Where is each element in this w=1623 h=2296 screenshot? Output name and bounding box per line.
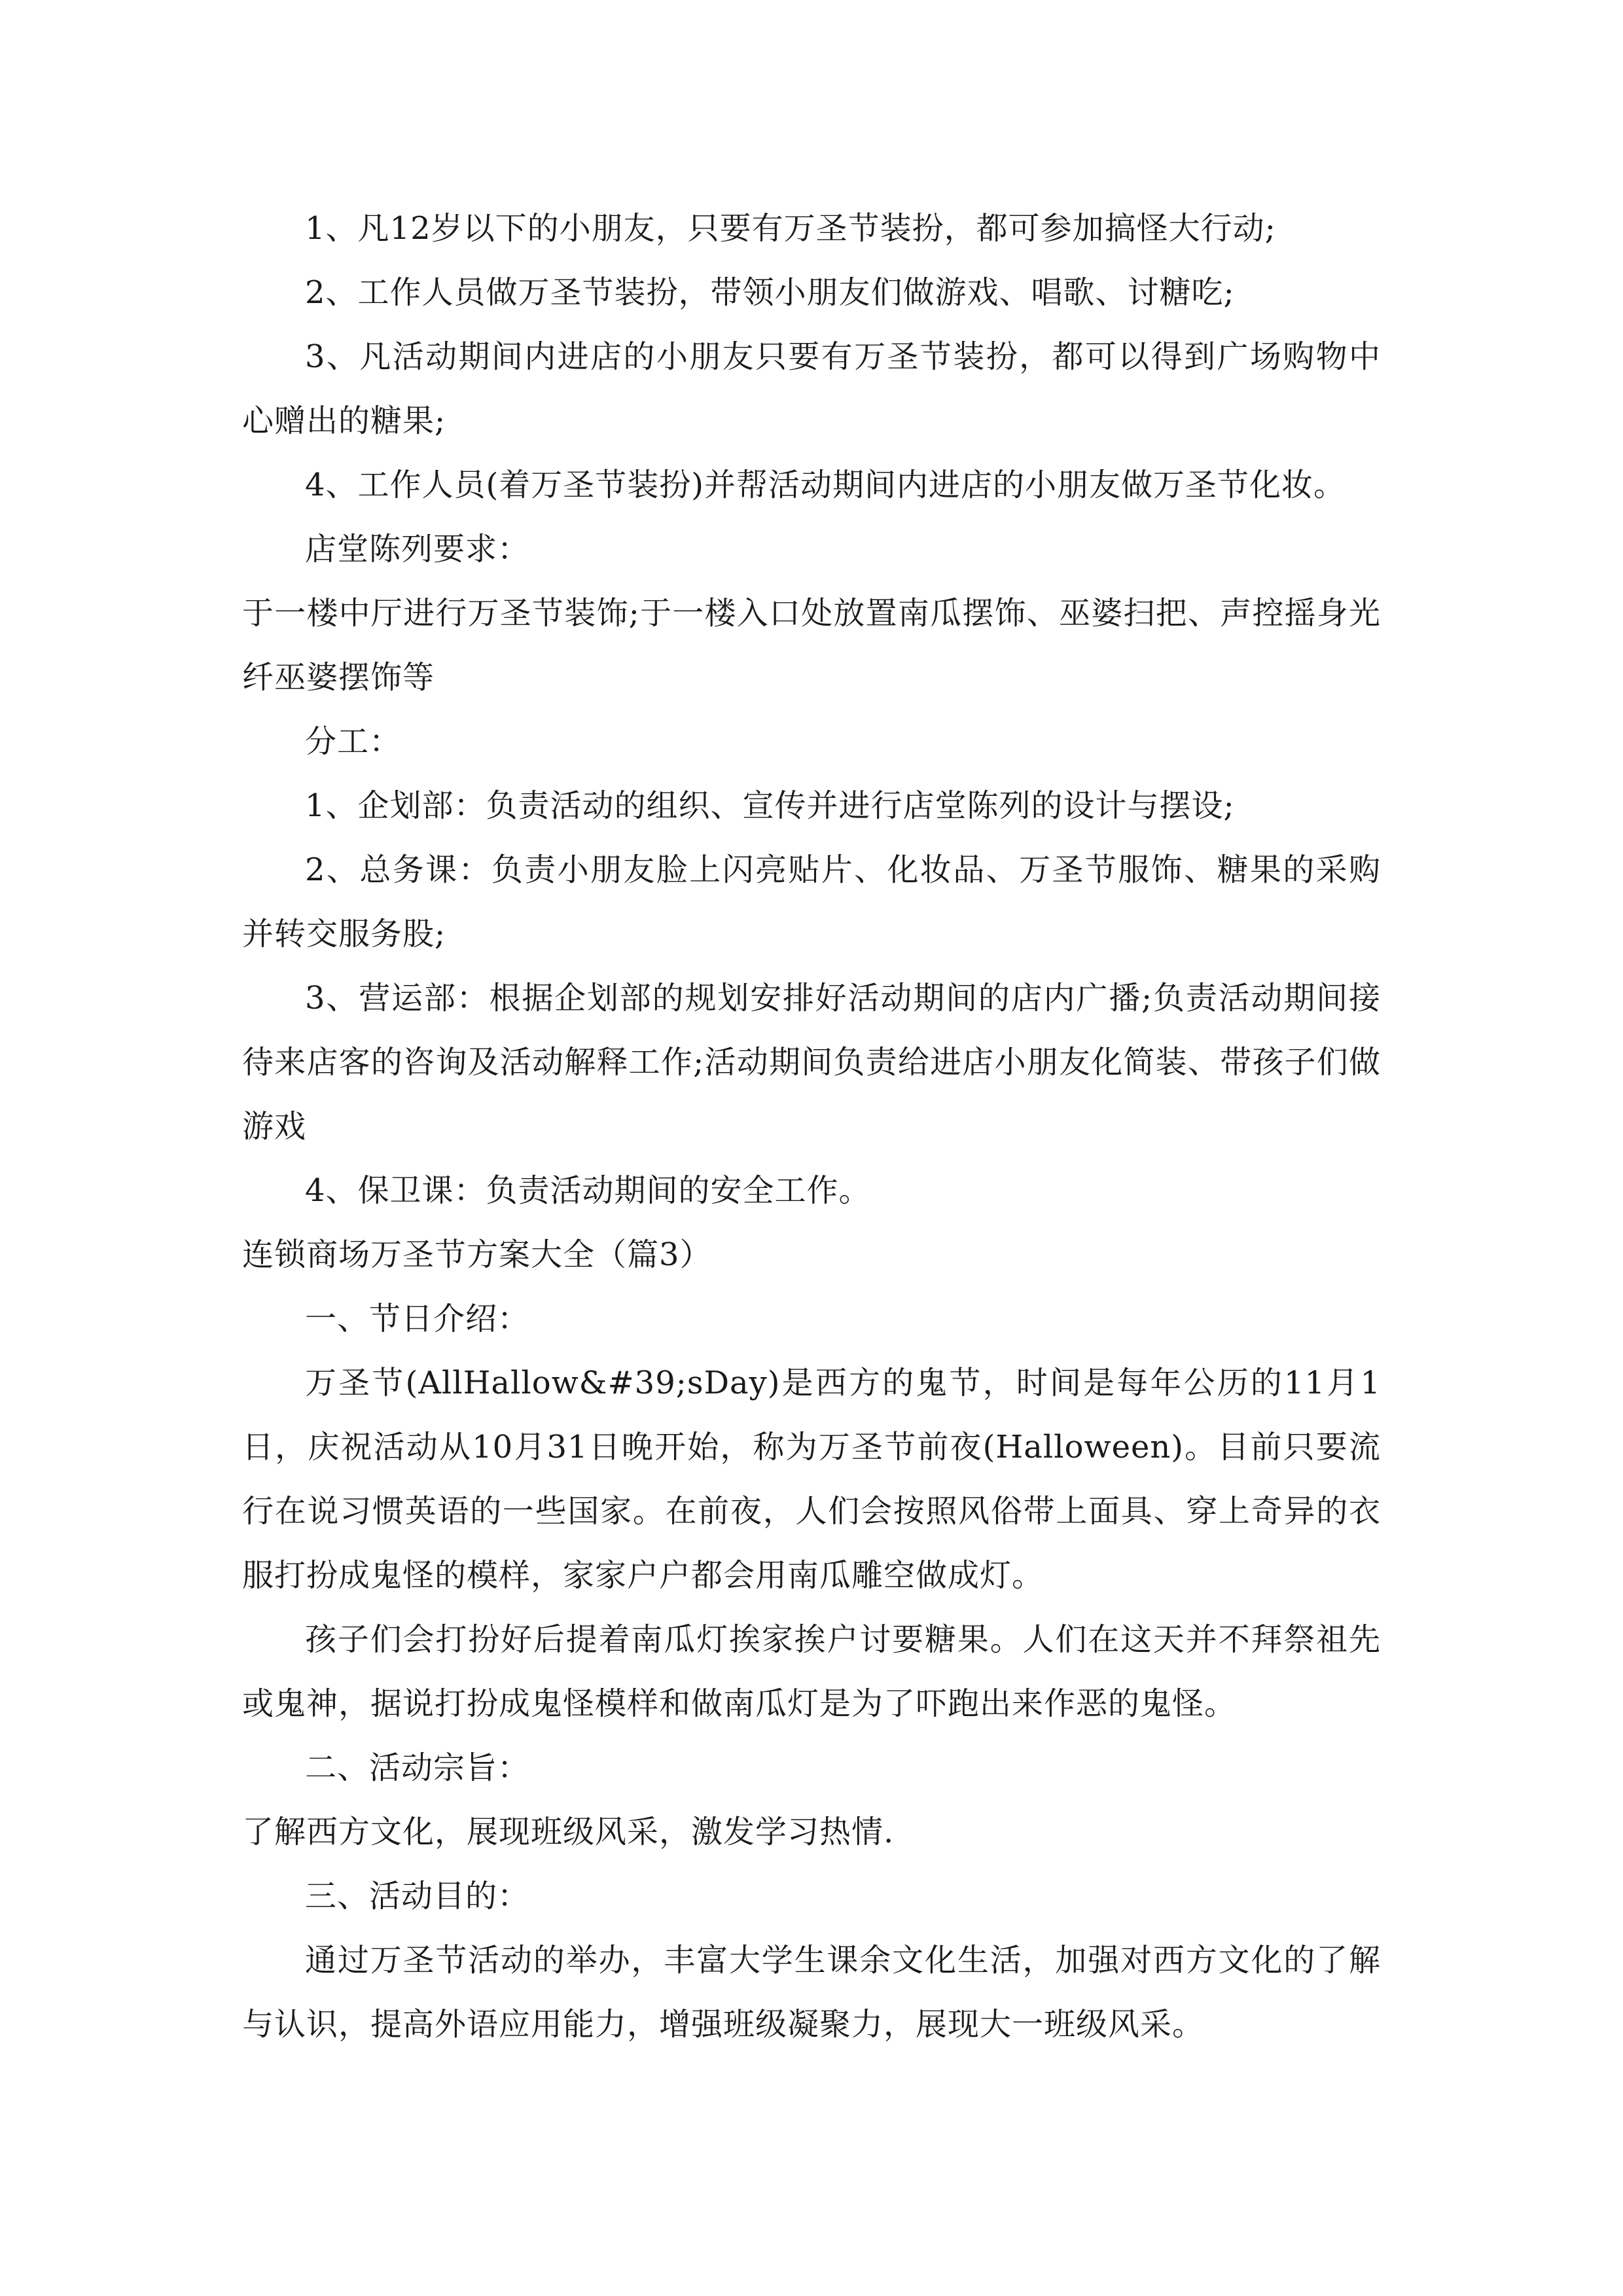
section-heading-purpose: 二、活动宗旨： (305, 1749, 530, 1786)
section-heading-display: 店堂陈列要求： (305, 531, 530, 567)
section-heading-intro: 一、节日介绍： (305, 1300, 530, 1337)
paragraph-rule-1: 1、凡12岁以下的小朋友，只要有万圣节装扮，都可参加搞怪大行动; (305, 210, 1276, 247)
paragraph-division-4: 4、保卫课：负责活动期间的安全工作。 (305, 1172, 871, 1209)
paragraph-rule-2: 2、工作人员做万圣节装扮，带领小朋友们做游戏、唱歌、讨糖吃; (305, 274, 1235, 311)
article-title: 连锁商场万圣节方案大全（篇3） (242, 1236, 712, 1273)
paragraph-division-3: 3、营运部：根据企划部的规划安排好活动期间的店内广播;负责活动期间接待来店客的咨询及活动解释工作;活动期间负责给进店小朋友化简装、带孩子们做游戏 (242, 980, 1381, 1145)
section-heading-division: 分工： (305, 723, 402, 760)
paragraph-division-1: 1、企划部：负责活动的组织、宣传并进行店堂陈列的设计与摆设; (305, 787, 1235, 824)
paragraph-goal: 通过万圣节活动的举办，丰富大学生课余文化生活，加强对西方文化的了解与认识，提高外语应用能力，增强班级凝聚力，展现大一班级风采。 (242, 1942, 1381, 2043)
paragraph-rule-4: 4、工作人员(着万圣节装扮)并帮活动期间内进店的小朋友做万圣节化妆。 (305, 467, 1346, 503)
paragraph-division-2: 2、总务课：负责小朋友脸上闪亮贴片、化妆品、万圣节服饰、糖果的采购并转交服务股; (242, 852, 1381, 952)
paragraph-display: 于一楼中厅进行万圣节装饰;于一楼入口处放置南瓜摆饰、巫婆扫把、声控摇身光纤巫婆摆饰等 (242, 595, 1381, 696)
section-heading-goal: 三、活动目的： (305, 1878, 530, 1914)
paragraph-intro-2: 孩子们会打扮好后提着南瓜灯挨家挨户讨要糖果。人们在这天并不拜祭祖先或鬼神，据说打扮成鬼怪模样和做南瓜灯是为了吓跑出来作恶的鬼怪。 (242, 1621, 1381, 1722)
paragraph-rule-3: 3、凡活动期间内进店的小朋友只要有万圣节装扮，都可以得到广场购物中心赠出的糖果; (242, 338, 1381, 439)
paragraph-intro-1: 万圣节(AllHallow&#39;sDay)是西方的鬼节，时间是每年公历的11月1日，庆祝活动从10月31日晚开始，称为万圣节前夜(Halloween)。目前只要流行在说习惯英语的一些国家。在前夜，人们会按照风俗带上面具、穿上奇异的衣服打扮成鬼怪的模样，家家户户都会用南瓜雕空做成灯。 (242, 1365, 1381, 1594)
document-page (242, 196, 1381, 2056)
paragraph-purpose: 了解西方文化，展现班级风采，激发学习热情. (242, 1814, 895, 1850)
